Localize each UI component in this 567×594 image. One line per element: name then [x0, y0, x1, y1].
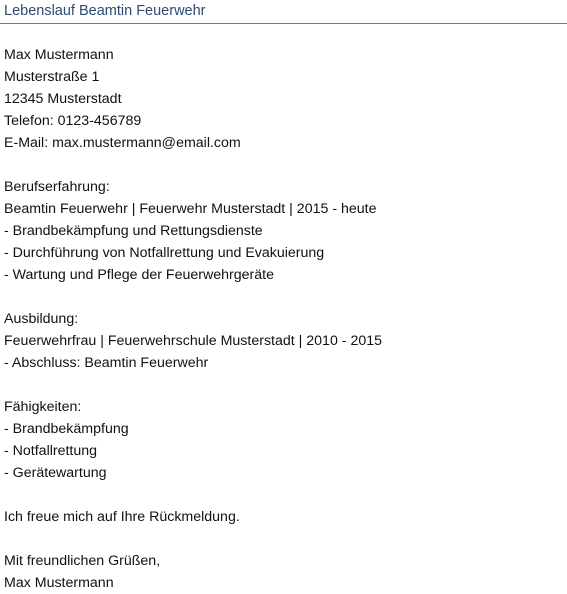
- contact-name: Max Mustermann: [4, 47, 114, 63]
- document-title: Lebenslauf Beamtin Feuerwehr: [4, 3, 206, 19]
- contact-city: 12345 Musterstadt: [4, 91, 122, 107]
- skills-heading: Fähigkeiten:: [4, 399, 82, 415]
- paragraph-gap: [4, 286, 564, 308]
- experience-heading: Berufserfahrung:: [4, 179, 110, 195]
- experience-item: - Brandbekämpfung und Rettungsdienste: [4, 223, 263, 239]
- document-body: [4, 44, 564, 594]
- contact-street: Musterstraße 1: [4, 69, 100, 85]
- skills-item: - Notfallrettung: [4, 443, 98, 459]
- education-heading: Ausbildung:: [4, 311, 79, 327]
- experience-item: - Wartung und Pflege der Feuerwehrgeräte: [4, 267, 274, 283]
- paragraph-gap: [4, 484, 564, 506]
- contact-email: E-Mail: max.mustermann@email.com: [4, 135, 241, 151]
- title-underline: [0, 23, 567, 24]
- paragraph-gap: [4, 374, 564, 396]
- experience-item: - Durchführung von Notfallrettung und Evakuierung: [4, 245, 325, 261]
- skills-item: - Gerätewartung: [4, 465, 107, 481]
- experience-position: Beamtin Feuerwehr | Feuerwehr Musterstadt | 2015 - heute: [4, 201, 377, 217]
- paragraph-gap: [4, 528, 564, 550]
- signature-name: Max Mustermann: [4, 575, 114, 591]
- contact-phone: Telefon: 0123-456789: [4, 113, 142, 129]
- paragraph-gap: [4, 154, 564, 176]
- education-item: - Abschluss: Beamtin Feuerwehr: [4, 355, 209, 371]
- education-entry: Feuerwehrfrau | Feuerwehrschule Musterstadt | 2010 - 2015: [4, 333, 383, 349]
- closing-statement: Ich freue mich auf Ihre Rückmeldung.: [4, 509, 240, 525]
- skills-item: - Brandbekämpfung: [4, 421, 129, 437]
- closing-greeting: Mit freundlichen Grüßen,: [4, 553, 161, 569]
